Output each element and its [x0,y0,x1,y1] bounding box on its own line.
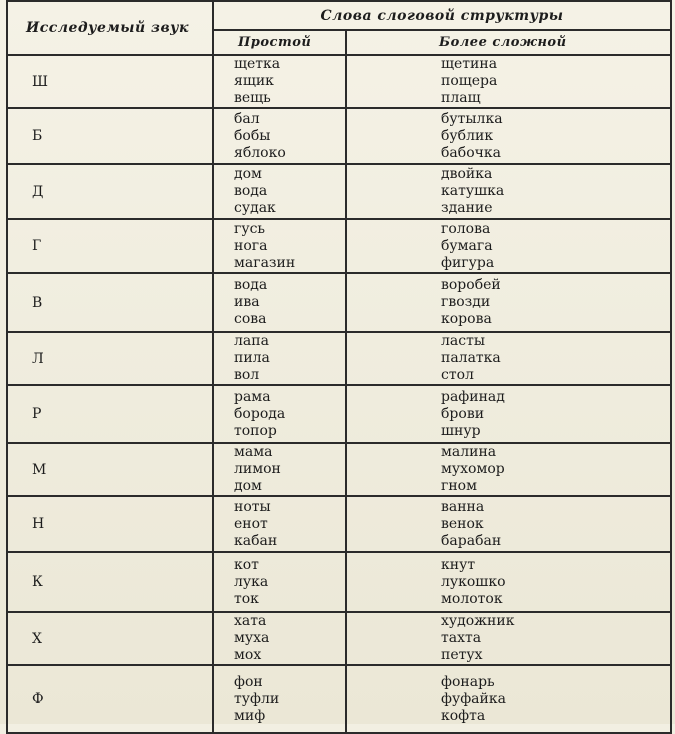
word: бутылка [441,110,503,127]
simple-words-cell [213,612,346,665]
word: пощера [441,73,498,89]
sound-cell: Л [7,332,213,385]
word: ноты [234,498,271,515]
simple-words-cell [213,55,346,108]
header-sound: Исследуемый звук [7,1,213,55]
word: стол [441,367,474,383]
word: здание [441,200,493,216]
table-row [7,612,671,665]
word: яблоко [234,144,286,161]
word: нога [234,237,268,254]
table-row [7,108,671,164]
table-row [7,332,671,385]
sound-cell: М [7,443,213,496]
word: ток [234,590,259,607]
word: шнур [441,422,481,439]
simple-words-cell [213,219,346,273]
sound-cell: Ф [7,665,213,733]
word: фуфайка [441,690,506,707]
word: фон [234,673,263,690]
simple-words-cell [213,552,346,612]
sound-cell: Ш [7,55,213,108]
complex-words-cell [346,164,671,219]
word: борода [234,405,286,422]
word: голова [441,220,491,237]
sound-cell: В [7,273,213,332]
sound-cell: Х [7,612,213,665]
complex-words-cell [346,665,671,733]
word: бал [234,110,260,127]
simple-words-cell [213,332,346,385]
complex-words-cell [346,612,671,665]
table-row [7,385,671,443]
word: двойка [441,166,493,182]
word: мама [234,444,273,460]
word: бумага [441,237,493,254]
word: лукошко [441,573,506,590]
word: гвозди [441,294,491,310]
simple-words-cell [213,443,346,496]
word: хата [234,613,267,629]
complex-words-cell [346,385,671,443]
word: барабан [441,532,502,549]
word: топор [234,422,277,439]
word: тахта [441,630,482,646]
word: мох [234,647,262,663]
complex-words-cell [346,108,671,164]
simple-words-cell [213,385,346,443]
word: лука [234,573,269,590]
table-row [7,552,671,612]
word: щетина [441,56,498,72]
sound-cell: Р [7,385,213,443]
word: ласты [441,333,485,349]
sound-cell: Г [7,219,213,273]
word: магазин [234,254,296,271]
word: пила [234,350,270,366]
sound-cell: Н [7,496,213,552]
word: вол [234,367,260,383]
word: брови [441,405,485,422]
word: ящик [234,73,274,89]
simple-words-cell [213,108,346,164]
table-row [7,443,671,496]
word: миф [234,707,266,724]
word: плащ [441,90,481,106]
word: молоток [441,590,503,607]
word: лимон [234,461,281,477]
sound-cell: Д [7,164,213,219]
table-row [7,496,671,552]
word: судак [234,200,276,216]
word: щетка [234,56,281,72]
complex-words-cell [346,219,671,273]
word: фонарь [441,673,495,690]
table-row [7,55,671,108]
word: кот [234,556,259,573]
word: корова [441,311,492,327]
word: художник [441,613,515,629]
word: воробей [441,277,501,293]
word: дом [234,478,262,494]
table-row [7,665,671,733]
header-syllable-structure: Слова слоговой структуры [213,1,671,30]
word: гусь [234,220,266,237]
table-row [7,219,671,273]
word: енот [234,515,268,532]
word: малина [441,444,497,460]
complex-words-cell [346,443,671,496]
word: ива [234,294,260,310]
table-row [7,164,671,219]
complex-words-cell [346,552,671,612]
word: вода [234,183,268,199]
word: кнут [441,556,476,573]
simple-words-cell [213,164,346,219]
word: рама [234,388,271,405]
sound-cell: К [7,552,213,612]
simple-words-cell [213,665,346,733]
complex-words-cell [346,273,671,332]
word: бабочка [441,144,501,161]
word: петух [441,647,483,663]
word: кабан [234,532,278,549]
simple-words-cell [213,273,346,332]
word: бобы [234,127,271,144]
word: палатка [441,350,501,366]
word: вещь [234,90,271,106]
word: гном [441,478,477,494]
word: лапа [234,333,269,349]
header-complex: Более сложной [346,30,671,55]
word: мухомор [441,461,505,477]
word: венок [441,515,484,532]
header-simple: Простой [213,30,346,55]
word: сова [234,311,267,327]
word: рафинад [441,388,505,405]
words-table [6,0,672,734]
complex-words-cell [346,55,671,108]
word: вода [234,277,268,293]
complex-words-cell [346,496,671,552]
word: катушка [441,183,505,199]
word: кофта [441,707,486,724]
header-row [7,1,671,30]
complex-words-cell [346,332,671,385]
word: дом [234,166,262,182]
word: ванна [441,498,485,515]
word: бублик [441,127,494,144]
simple-words-cell [213,496,346,552]
sound-cell: Б [7,108,213,164]
table-row [7,273,671,332]
word: муха [234,630,270,646]
word: фигура [441,254,495,271]
word: туфли [234,690,280,707]
